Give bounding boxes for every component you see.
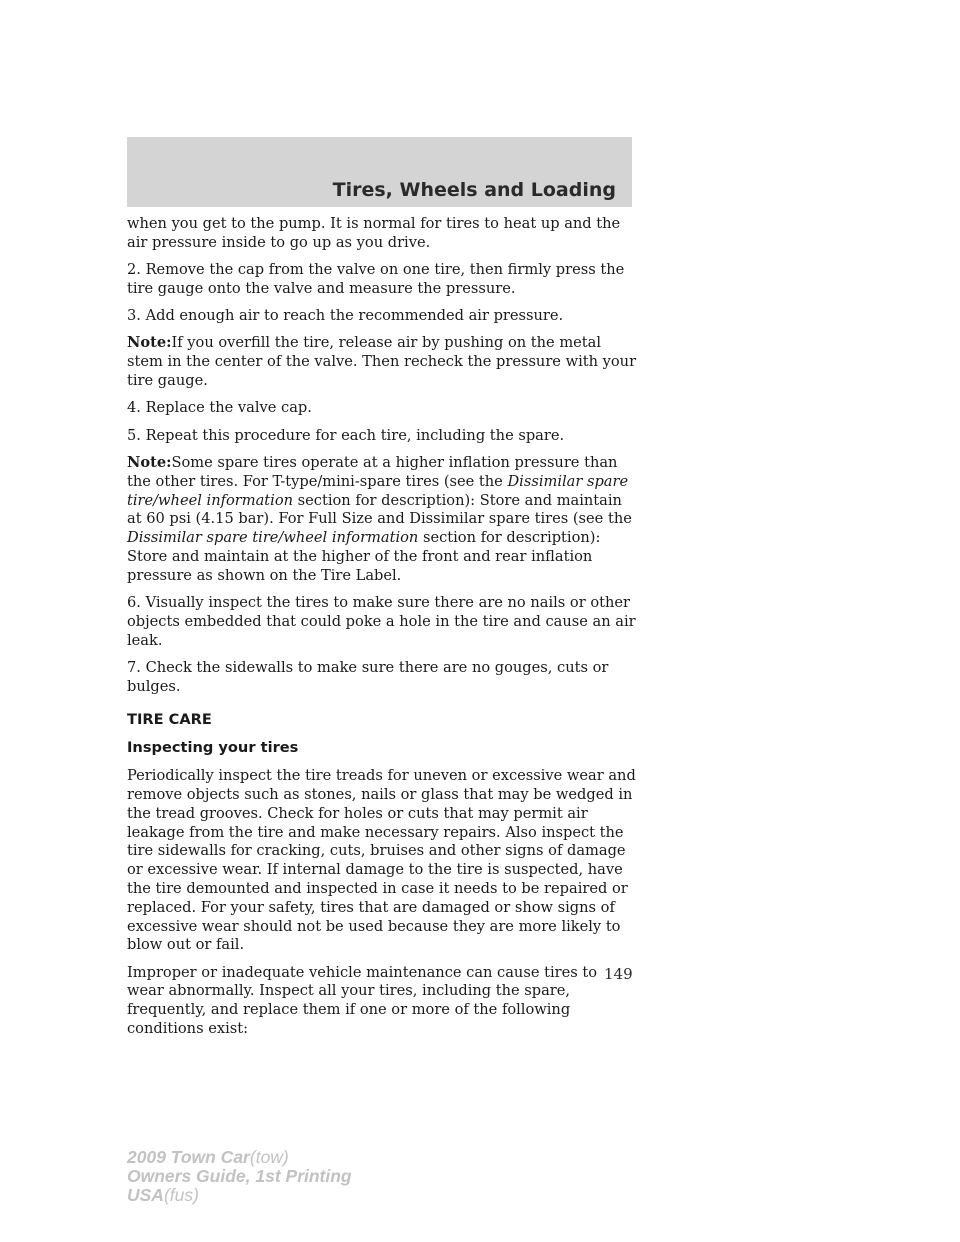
- step-6: 6. Visually inspect the tires to make sure there are no nails or other objects embedded that could poke a hole in the tire and cause an air leak.: [127, 594, 636, 649]
- note-spare-tires: [127, 454, 637, 586]
- note-label: Note:: [127, 453, 172, 471]
- section-header-band: [127, 137, 632, 207]
- step-5: 5. Repeat this procedure for each tire, including the spare.: [127, 426, 565, 444]
- footer-line: [127, 1186, 352, 1205]
- note-text: Some spare tires operate at a higher inflation pressure than the other tires. For T-type/mini-spare tires (see the: [127, 453, 618, 490]
- footer-market: USA: [127, 1185, 164, 1205]
- footer-code: (fus): [163, 1185, 199, 1205]
- page-number: 149: [604, 965, 633, 983]
- paragraph-inspecting: Periodically inspect the tire treads for uneven or excessive wear and remove objects such as stones, nails or glass that may be wedged in the tread grooves. Check for holes or cuts that may permit air leakage from the tire and make necessary repairs. Also inspect the tire sidewalls for cracking, cuts, bruises and other signs of damage or excessive wear. If internal damage to the tire is suspected, have the tire demounted and inspected in case it needs to be repaired or replaced. For your safety, tires that are damaged or show signs of excessive wear should not be used because they are more likely to blow out or fail.: [127, 767, 636, 954]
- section-heading: TIRE CARE: [127, 710, 212, 728]
- print-footer: [127, 1148, 352, 1205]
- note-text: section for description): Store and maintain at 60 psi (4.15 bar). For Full Size and Dissimilar spare tires (see the: [127, 491, 632, 528]
- note-label: Note:: [127, 334, 172, 352]
- cross-reference: Dissimilar spare tire/wheel information: [127, 472, 629, 509]
- step-2: 2. Remove the cap from the valve on one tire, then firmly press the tire gauge onto the valve and measure the pressure.: [127, 261, 625, 297]
- cross-reference: Dissimilar spare tire/wheel information: [127, 529, 419, 547]
- footer-line: [127, 1167, 352, 1186]
- paragraph-pump: when you get to the pump. It is normal for tires to heat up and the air pressure inside to go up as you drive.: [127, 215, 621, 251]
- section-title: Tires, Wheels and Loading: [332, 179, 616, 201]
- footer-model: 2009 Town Car: [127, 1147, 250, 1167]
- note-text: If you overfill the tire, release air by pushing on the metal stem in the center of the valve. Then recheck the pressure with your tire gauge.: [127, 334, 637, 390]
- note-text: section for description): Store and maintain at the higher of the front and rear inflation pressure as shown on the Tire Label.: [127, 529, 601, 584]
- footer-line: [127, 1148, 352, 1167]
- footer-code: (tow): [249, 1147, 289, 1167]
- page-body: [127, 215, 637, 1047]
- footer-edition: Owners Guide, 1st Printing: [127, 1166, 352, 1186]
- step-4: 4. Replace the valve cap.: [127, 399, 312, 417]
- step-7: 7. Check the sidewalls to make sure there are no gouges, cuts or bulges.: [127, 658, 609, 695]
- note-overfill: [127, 334, 637, 390]
- paragraph-maintenance: Improper or inadequate vehicle maintenance can cause tires to wear abnormally. Inspect all your tires, including the spare, frequently, and replace them if one or more of the following conditions exist:: [127, 963, 598, 1037]
- step-3: 3. Add enough air to reach the recommended air pressure.: [127, 307, 564, 325]
- subsection-heading: Inspecting your tires: [127, 739, 299, 757]
